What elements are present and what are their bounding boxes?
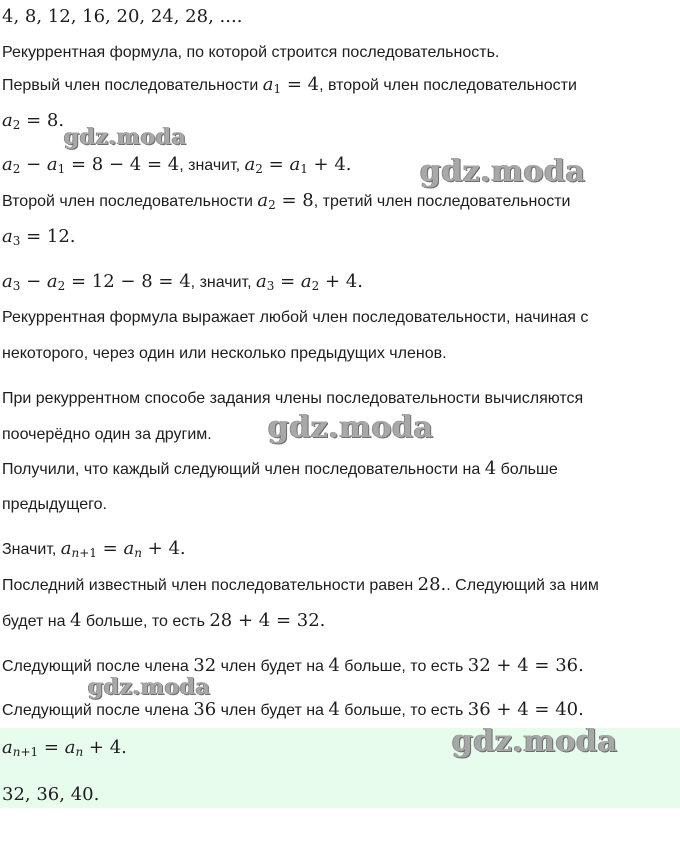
answer-sequence [2, 784, 99, 806]
text-l5b: , третий член последовательности [313, 193, 571, 210]
formula-diff1: $a_2 - a_1 = 8 - 4 = 4$ [2, 154, 180, 176]
text-l17a: Следующий после члена [2, 658, 194, 675]
text-l16b: больше, то есть [81, 613, 210, 630]
text-l2a: Первый член последовательности [2, 77, 263, 94]
formula-sum3: 36 + 4 = 40. [467, 699, 584, 720]
text-l12a: Получили, что каждый следующий член последовательности на [2, 461, 485, 478]
sequence-line [2, 6, 242, 28]
text-l11: поочерёдно один за другим. [2, 426, 212, 443]
text-line-18 [2, 699, 584, 722]
text-line-7 [2, 271, 363, 294]
formula-a2: $a_2 = 8$ [257, 190, 314, 212]
watermark-logo: gdz.moda [64, 124, 187, 150]
text-line-4 [2, 154, 352, 177]
text-line-14 [2, 538, 186, 561]
text-line-13 [2, 494, 107, 516]
formula-line-a3: $a_3 = 12$. [2, 226, 76, 248]
text-l13: предыдущего. [2, 496, 107, 513]
text-line-12 [2, 458, 558, 481]
formula-rec1: $a_2 = a_1 + 4$. [244, 154, 352, 176]
text-l17c: больше, то есть [339, 658, 468, 675]
text-line-5 [2, 190, 570, 213]
answer-formula: $a_{n+1} = a_n + 4$. [2, 737, 127, 759]
watermark-logo: gdz.moda [88, 674, 211, 700]
num-36: 36 [193, 699, 217, 720]
text-l1: Рекуррентная формула, по которой строится последовательность. [2, 44, 500, 61]
formula-rec2: $a_3 = a_2 + 4$. [256, 271, 363, 293]
text-l8: Рекуррентная формула выражает любой член последовательности, начиная с [2, 309, 589, 326]
text-l15b: . Следующий за ним [446, 577, 599, 594]
text-l17b: член будет на [216, 658, 329, 675]
num-12: 12. [46, 226, 76, 247]
formula-a1: $a_1 = 4$ [262, 74, 320, 96]
text-l18a: Следующий после члена [2, 702, 194, 719]
text-line-16 [2, 610, 325, 633]
num-28: 28. [417, 574, 447, 595]
text-line-2 [2, 74, 577, 97]
text-l4: , значит, [179, 157, 245, 174]
num-4-e: 4 [328, 699, 340, 720]
formula-line-a2: $a_2 = 8$. [2, 110, 65, 132]
num-4-c: 4 [69, 610, 82, 631]
formula-sum2: 32 + 4 = 36. [467, 655, 584, 676]
text-l18b: член будет на [216, 702, 329, 719]
formula-sum1: 28 + 4 = 32. [209, 610, 326, 631]
text-line-9 [2, 343, 447, 365]
formula-diff2: $a_3 - a_2 = 12 - 8 = 4$ [2, 271, 191, 293]
watermark-logo: gdz.moda [420, 154, 586, 189]
formula-general: $a_{n+1} = a_n + 4$. [60, 538, 186, 560]
num-8: 8. [46, 110, 65, 131]
text-l9: некоторого, через один или несколько предыдущих членов. [2, 345, 447, 362]
text-l10: При рекуррентном способе задания члены последовательности вычисляются [2, 390, 584, 407]
text-l2b: , второй член последовательности [319, 77, 577, 94]
text-l5a: Второй член последовательности [2, 193, 258, 210]
text-line-10 [2, 388, 583, 410]
num-4-b: 4 [484, 458, 497, 479]
num-32: 32 [193, 655, 217, 676]
watermark-logo: gdz.moda [268, 410, 434, 445]
answer-seq-text: 32, 36, 40. [2, 784, 100, 805]
text-l14: Значит, [2, 541, 61, 558]
num-4-d: 4 [328, 655, 340, 676]
watermark-logo: gdz.moda [452, 724, 618, 759]
text-line-15 [2, 574, 599, 597]
text-l7: , значит, [190, 274, 256, 291]
sequence-text: 4, 8, 12, 16, 20, 24, 28, .... [2, 6, 243, 27]
text-line-1 [2, 42, 499, 64]
text-line-11 [2, 424, 212, 446]
text-l18c: больше, то есть [339, 702, 468, 719]
num-4: 4 [307, 74, 320, 95]
text-l15a: Последний известный член последовательности равен [2, 577, 418, 594]
text-l16a: будет на [2, 613, 70, 630]
text-line-8 [2, 307, 588, 329]
text-l12b: больше [496, 461, 558, 478]
